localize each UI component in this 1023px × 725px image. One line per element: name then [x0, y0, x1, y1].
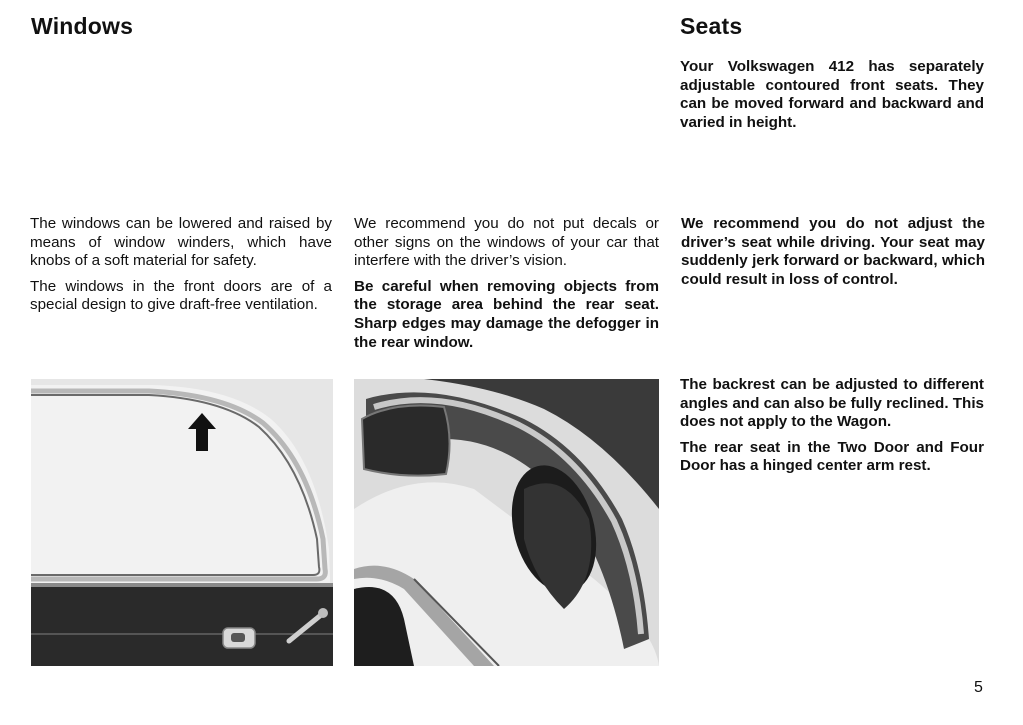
door-window-illustration	[31, 379, 333, 666]
rear-seat-paragraph: The rear seat in the Two Door and Four Door has a hinged center arm rest.	[680, 438, 984, 475]
seats-title: Seats	[680, 13, 743, 39]
door-window-photo	[31, 379, 333, 666]
windows-column-1	[30, 215, 332, 322]
windows-paragraph-2: The windows in the front doors are of a special design to give draft-free ventilation.	[30, 277, 332, 314]
seats-intro-paragraph: Your Volkswagen 412 has separately adjustable contoured front seats. They can be moved forward and backward and varied in height.	[680, 58, 984, 131]
backrest-paragraph: The backrest can be adjusted to different angles and can also be fully reclined. This does not apply to the Wagon.	[680, 376, 984, 431]
seats-warning-paragraph: We recommend you do not adjust the driver’s seat while driving. Your seat may suddenly jerk forward or backward, which could result in loss of control.	[681, 215, 985, 288]
seats-intro	[680, 58, 984, 139]
storage-warning-paragraph: Be careful when removing objects from the storage area behind the rear seat. Sharp edges may damage the defogger in the rear window.	[354, 277, 659, 351]
windows-column-2	[354, 215, 659, 359]
page-number: 5	[974, 679, 983, 696]
windows-paragraph-1: The windows can be lowered and raised by means of window winders, which have knobs of a soft material for safety.	[30, 215, 332, 270]
seats-warning	[681, 215, 985, 296]
decals-paragraph: We recommend you do not put decals or other signs on the windows of your car that interfere with the driver’s vision.	[354, 215, 659, 270]
rear-storage-illustration	[354, 379, 659, 666]
rear-storage-photo	[354, 379, 659, 666]
seats-details	[680, 376, 984, 483]
windows-title: Windows	[31, 13, 134, 39]
